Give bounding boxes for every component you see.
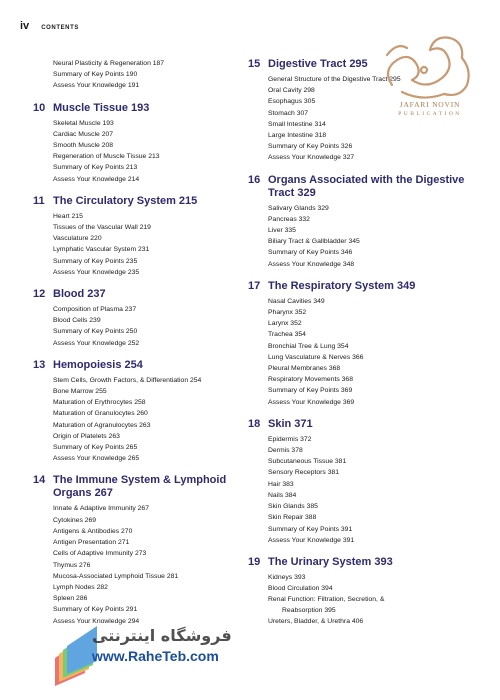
toc-entry: Renal Function: Filtration, Secretion, & <box>268 596 385 604</box>
chapter-title: The Immune System & Lymphoid Organs 267 <box>53 474 227 500</box>
toc-entry: Assess Your Knowledge 265 <box>53 455 140 463</box>
chapter-number: 11 <box>33 194 45 207</box>
toc-entry: Skin Repair 388 <box>268 514 317 522</box>
toc-entry: Lymphatic Vascular System 231 <box>53 246 150 254</box>
toc-entry: Thymus 276 <box>53 561 91 569</box>
toc-entry: Blood Circulation 394 <box>268 585 333 593</box>
toc-entry: Composition of Plasma 237 <box>53 306 137 314</box>
toc-entry: Lymph Nodes 282 <box>53 583 108 591</box>
toc-entry: Innate & Adaptive Immunity 267 <box>53 505 149 513</box>
toc-entry: Stomach 307 <box>268 109 309 117</box>
toc-entry: General Structure of the Digestive Tract 295 <box>268 76 401 83</box>
chapter-title: Skin 371 <box>268 417 313 430</box>
toc-entry: Assess Your Knowledge 391 <box>268 536 355 544</box>
toc-entry: Summary of Key Points 291 <box>53 606 138 614</box>
watermark-persian-text: فروشگاه اینترنتی <box>92 626 232 645</box>
toc-entry: Summary of Key Points 250 <box>53 328 138 336</box>
chapter-heading <box>33 102 243 115</box>
watermark-url: www.RaheTeb.com <box>92 648 219 664</box>
toc-entry: Skeletal Muscle 193 <box>53 119 114 127</box>
toc-entry: Maturation of Agranulocytes 263 <box>53 421 151 429</box>
chapter-title: Muscle Tissue 193 <box>53 101 150 114</box>
toc-entry: Heart 215 <box>53 212 83 220</box>
chapter-heading <box>33 195 243 208</box>
toc-entry: Summary of Key Points 213 <box>53 164 138 172</box>
chapter-title: Blood 237 <box>53 288 106 301</box>
toc-entry: Summary of Key Points 235 <box>53 257 138 265</box>
chapter-heading <box>248 418 483 431</box>
toc-entry: Smooth Muscle 208 <box>53 142 114 150</box>
toc-entry: Blood Cells 239 <box>53 317 101 325</box>
toc-entry: Summary of Key Points 190 <box>53 71 138 79</box>
toc-entry: Esophagus 305 <box>268 98 316 106</box>
toc-entry: Dermis 378 <box>268 447 303 455</box>
toc-entry: Summary of Key Points 369 <box>268 387 353 395</box>
toc-entry: Mucosa-Associated Lymphoid Tissue 281 <box>53 572 179 580</box>
chapter-title: Digestive Tract 295 <box>268 58 368 70</box>
toc-entry: Ureters, Bladder, & Urethra 406 <box>268 617 364 625</box>
chapter-number: 13 <box>33 358 46 371</box>
toc-entry: Assess Your Knowledge 327 <box>268 154 355 162</box>
chapter-heading <box>248 280 483 293</box>
toc-entry: Hair 383 <box>268 480 294 488</box>
toc-entry: Summary of Key Points 391 <box>268 525 353 533</box>
toc-entry: Assess Your Knowledge 348 <box>268 260 355 268</box>
toc-entry: Large Intestine 318 <box>268 132 327 140</box>
toc-entry: Salivary Glands 329 <box>268 204 329 212</box>
chapter-number: 15 <box>248 58 261 70</box>
toc-entry: Bone Marrow 255 <box>53 388 107 396</box>
toc-entry: Pharynx 352 <box>268 309 307 317</box>
chapter-title: The Circulatory System 215 <box>53 194 198 207</box>
toc-entry: Summary of Key Points 326 <box>268 143 353 151</box>
toc-entry: Trachea 354 <box>268 331 306 339</box>
chapter-heading <box>248 556 483 569</box>
chapter-number: 16 <box>248 173 261 186</box>
toc-right-column <box>248 58 483 627</box>
toc-entry: Antigens & Antibodies 270 <box>53 527 133 535</box>
toc-entry: Assess Your Knowledge 252 <box>53 339 140 347</box>
chapter-title: The Respiratory System 349 <box>268 279 416 292</box>
toc-entry: Origin of Platelets 263 <box>53 432 120 440</box>
toc-entry: Lung Vasculature & Nerves 366 <box>268 353 364 361</box>
toc-entry: Assess Your Knowledge 191 <box>53 82 140 90</box>
toc-entry: Pancreas 332 <box>268 215 310 223</box>
toc-entry: Reabsorption 395 <box>282 606 336 614</box>
chapter-heading <box>33 474 243 500</box>
toc-entry: Assess Your Knowledge 235 <box>53 268 140 276</box>
logo-name: JAFARI NOVIN <box>399 100 461 109</box>
toc-entry: Maturation of Erythrocytes 258 <box>53 399 146 407</box>
page-number: iv <box>20 20 30 32</box>
toc-entry: Nails 384 <box>268 491 297 499</box>
toc-left-column <box>33 58 243 627</box>
toc-entry: Assess Your Knowledge 369 <box>268 398 355 406</box>
toc-entry: Pleural Membranes 368 <box>268 365 341 373</box>
toc-entry: Respiratory Movements 368 <box>268 376 353 384</box>
toc-entry: Biliary Tract & Gallbladder 345 <box>268 238 360 246</box>
toc-entry: Assess Your Knowledge 214 <box>53 175 140 183</box>
chapter-heading <box>33 359 243 372</box>
toc-entry: Oral Cavity 298 <box>268 87 315 95</box>
toc-entry: Neural Plasticity & Regeneration 187 <box>53 60 165 67</box>
chapter-number: 12 <box>33 288 46 301</box>
chapter-heading <box>33 288 243 301</box>
toc-entry: Summary of Key Points 265 <box>53 444 138 452</box>
toc-entry: Stem Cells, Growth Factors, & Differentiation 254 <box>53 376 202 384</box>
toc-entry: Nasal Cavities 349 <box>268 297 325 305</box>
chapter-title: Organs Associated with the Digestive Tract 329 <box>268 173 465 199</box>
toc-entry: Subcutaneous Tissue 381 <box>268 458 347 466</box>
toc-entry: Cells of Adaptive Immunity 273 <box>53 550 147 558</box>
toc-entry: Cytokines 269 <box>53 516 97 524</box>
toc-entry: Small Intestine 314 <box>268 120 326 128</box>
toc-entry: Skin Glands 385 <box>268 503 318 511</box>
logo-subtitle: PUBLICATION <box>398 111 462 117</box>
chapter-heading <box>248 174 483 200</box>
toc-entry: Kidneys 393 <box>268 573 306 581</box>
chapter-number: 17 <box>248 279 261 292</box>
running-head: CONTENTS <box>41 25 79 31</box>
toc-entry: Tissues of the Vascular Wall 219 <box>53 224 151 232</box>
page-header <box>20 20 79 32</box>
chapter-title: Hemopoiesis 254 <box>53 358 143 371</box>
chapter-number: 18 <box>248 417 261 430</box>
toc-entry: Summary of Key Points 346 <box>268 249 353 257</box>
toc-entry: Larynx 352 <box>268 320 302 328</box>
toc-entry: Regeneration of Muscle Tissue 213 <box>53 153 160 161</box>
toc-entry: Cardiac Muscle 207 <box>53 130 114 138</box>
toc-entry: Assess Your Knowledge 294 <box>53 617 140 625</box>
toc-entry: Spleen 286 <box>53 595 88 603</box>
chapter-title: The Urinary System 393 <box>268 555 393 568</box>
chapter-number: 19 <box>248 555 261 568</box>
chapter-number: 14 <box>33 474 46 487</box>
toc-entry: Sensory Receptors 381 <box>268 469 340 477</box>
toc-entry: Maturation of Granulocytes 260 <box>53 410 148 418</box>
chapter-number: 10 <box>33 101 46 114</box>
toc-entry: Bronchial Tree & Lung 354 <box>268 342 349 350</box>
toc-entry: Epidermis 372 <box>268 435 312 443</box>
toc-entry: Antigen Presentation 271 <box>53 539 130 547</box>
toc-entry: Vasculature 220 <box>53 235 102 243</box>
toc-entry: Liver 335 <box>268 227 296 235</box>
